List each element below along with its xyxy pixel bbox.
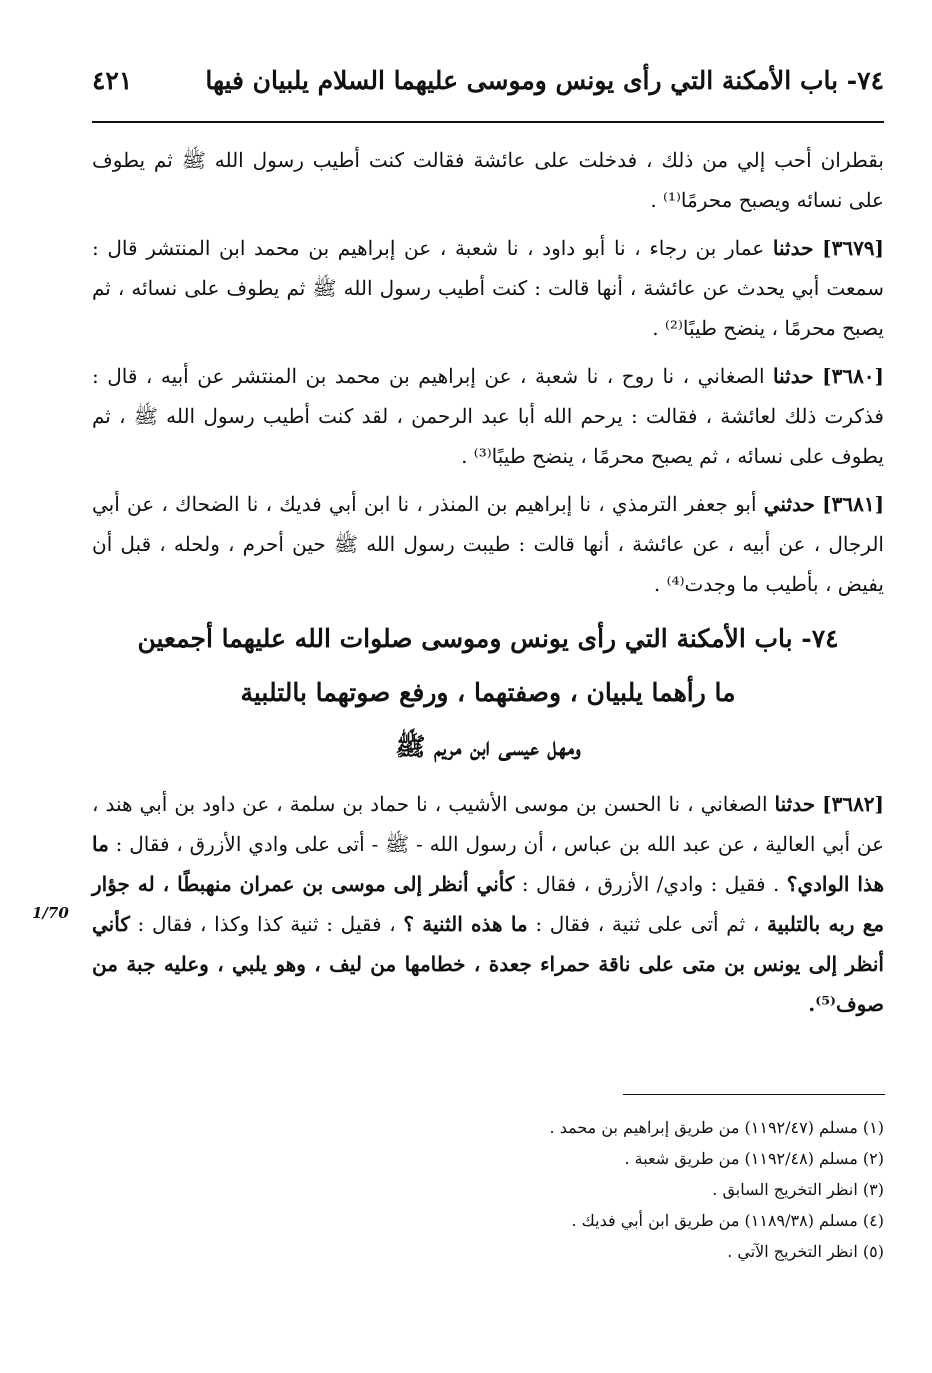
paragraph-text: بقطران أحب إلي من ذلك ، فدخلت على عائشة فقالت كنت أطيب رسول الله ﷺ ثم يطوف على نسائه ويصبح محرمًا⁽¹⁾ .: [92, 148, 884, 212]
chapter-heading-line-2: ما رأهما يلبيان ، وصفتهما ، ورفع صوتهما بالتلبية: [240, 678, 736, 707]
hadith-number: [٣٦٨٠]: [822, 364, 885, 388]
running-header: [92, 58, 884, 114]
margin-folio-note: 1/70: [32, 904, 69, 922]
hadith-text-part-1: الصغاني ، نا الحسن بن موسى الأشيب ، نا حماد بن سلمة ، عن داود بن أبي هند ، عن أبي العالية ، عن عبد الله بن عباس ، أن رسول الله - ﷺ - أتى على وادي الأزرق ، فقال :: [92, 792, 884, 856]
chapter-heading-line-1: ٧٤- باب الأمكنة التي رأى يونس وموسى صلوات الله عليهما أجمعين: [137, 624, 839, 653]
footnote-2: (٢) مسلم (١١٩٢/٤٨) من طريق شعبة .: [624, 1149, 884, 1168]
footnote-1: (١) مسلم (١١٩٢/٤٧) من طريق إبراهيم بن محمد .: [549, 1118, 884, 1137]
footnotes: [92, 1112, 884, 1267]
hadith-number: [٣٦٨٢]: [822, 792, 885, 816]
hadith-3682: [92, 784, 884, 1024]
hadith-number: [٣٦٨١]: [822, 492, 885, 516]
footnote-3: (٣) انظر التخريج السابق .: [712, 1180, 884, 1199]
hadith-answer-1: كأني أنظر إلى موسى بن عمران منهبطًا ، له جؤار مع ربه بالتلبية: [92, 872, 885, 936]
hadith-text: الصغاني ، نا روح ، نا شعبة ، عن إبراهيم بن محمد بن المنتشر عن أبيه ، قال : فذكرت ذلك لعائشة ، فقالت : يرحم الله أبا عبد الرحمن ، لقد كنت أطيب رسول الله ﷺ ، ثم يطوف على نسائه ، ثم يصبح محرمًا ، ينضح طيبًا⁽³⁾ .: [92, 364, 884, 468]
hadith-3681: [92, 484, 884, 604]
hadith-text-part-3: ، ثم أتى على ثنية ، فقال :: [535, 912, 760, 936]
hadith-3679: [92, 228, 884, 348]
footnote-5: (٥) انظر التخريج الآتي .: [727, 1242, 884, 1261]
header-title: ٧٤- باب الأمكنة التي رأى يونس وموسى عليهما السلام يلبيان فيها: [205, 66, 884, 95]
paragraph-continuation: [92, 140, 884, 220]
hadith-text: عمار بن رجاء ، نا أبو داود ، نا شعبة ، عن إبراهيم بن محمد ابن المنتشر قال : سمعت أبي يحدث عن عائشة ، أنها قالت : كنت أطيب رسول الله ﷺ ثم يطوف على نسائه ، ثم يصبح محرمًا ، ينضح طيبًا⁽²⁾ .: [92, 236, 884, 340]
hadith-text-part-4: ، فقيل : ثنية كذا وكذا ، فقال :: [137, 912, 396, 936]
hadith-intro: حدثنا: [772, 236, 814, 260]
hadith-text-part-2: . فقيل : وادي/ الأزرق ، فقال :: [521, 872, 780, 896]
hadith-answer-2: كأني أنظر إلى يونس بن متى على ناقة حمراء جعدة ، خطامها من ليف ، وهو يلبي ، وعليه جبة من صوف⁽⁵⁾.: [92, 912, 884, 1016]
chapter-heading-line-3: ومهل عيسى ابن مريم ﷺ: [395, 732, 581, 761]
footnote-rule: [623, 1094, 885, 1095]
hadith-intro: حدثنا: [773, 364, 814, 388]
chapter-heading: [92, 612, 884, 774]
page-number: ٤٢١: [92, 66, 133, 95]
hadith-text: أبو جعفر الترمذي ، نا إبراهيم بن المنذر ، نا ابن أبي فديك ، نا الضحاك ، عن أبي الرجال ، عن أبيه ، عن عائشة ، أنها قالت : طيبت رسول الله ﷺ حين أحرم ، ولحله ، قبل أن يفيض ، بأطيب ما وجدت⁽⁴⁾ .: [92, 492, 884, 596]
header-rule: [92, 121, 884, 123]
hadith-intro: حدثني: [763, 492, 815, 516]
footnote-4: (٤) مسلم (١١٨٩/٣٨) من طريق ابن أبي فديك .: [571, 1211, 884, 1230]
hadith-quote-2: ما هذه الثنية ؟: [403, 912, 528, 936]
hadith-3680: [92, 356, 884, 476]
hadith-intro: حدثنا: [774, 792, 816, 816]
main-text: [92, 140, 884, 1032]
hadith-number: [٣٦٧٩]: [822, 236, 885, 260]
hadith-quote-1: ما هذا الوادي؟: [92, 832, 885, 896]
